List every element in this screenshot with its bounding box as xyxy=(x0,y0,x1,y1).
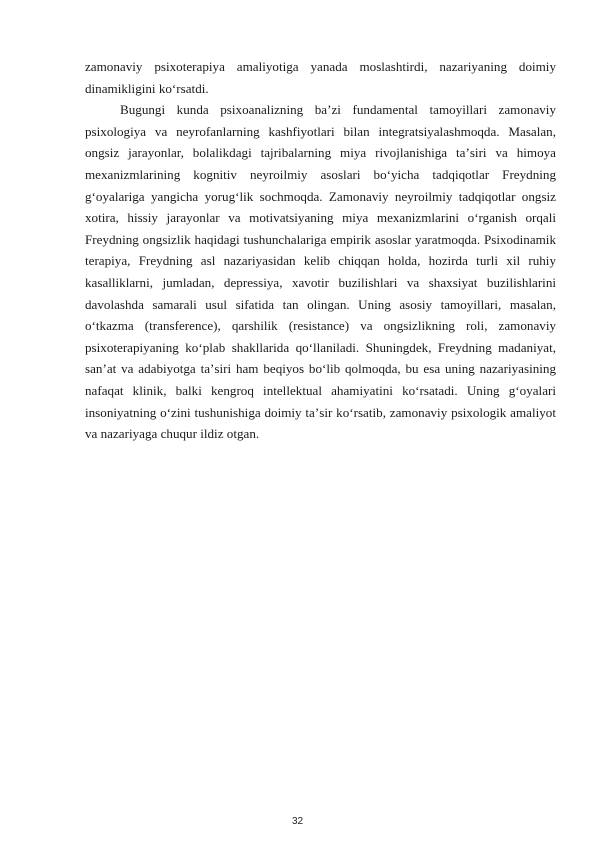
paragraph-main: Bugungi kunda psixoanalizning baʼzi fundamental tamoyillari zamonaviy psixologiya va neyrofanlarning kashfiyotlari bilan integratsiyalashmoqda. Masalan, ongsiz jarayonlar, bolalikdagi tajribalarning miya rivojlanishiga taʼsiri va himoya mexanizmlarining kognitiv neyroilmiy asoslari boʻyicha tadqiqotlar Freydning gʻoyalariga yangicha yorugʻlik sochmoqda. Zamonaviy neyroilmiy tadqiqotlar ongsiz xotira, hissiy jarayonlar va motivatsiyaning miya mexanizmlarini oʻrganish orqali Freydning ongsizlik haqidagi tushunchalariga empirik asoslar yaratmoqda. Psixodinamik terapiya, Freydning asl nazariyasidan kelib chiqqan holda, hozirda turli xil ruhiy kasalliklarni, jumladan, depressiya, xavotir buzilishlari va shaxsiyat buzilishlarini davolashda samarali usul sifatida tan olingan. Uning asosiy tamoyillari, masalan, oʻtkazma (transference), qarshilik (resistance) va ongsizlikning roli, zamonaviy psixoterapiyaning koʻplab shakllarida qoʻllaniladi. Shuningdek, Freydning madaniyat, sanʼat va adabiyotga taʼsiri ham beqiyos boʻlib qolmoqda, bu esa uning nazariyasining nafaqat klinik, balki kengroq intellektual ahamiyatini koʻrsatadi. Uning gʻoyalari insoniyatning oʻzini tushunishiga doimiy taʼsir koʻrsatib, zamonaviy psixologik amaliyot va nazariyaga chuqur ildiz otgan. xyxy=(85,102,556,442)
paragraph-continuation: zamonaviy psixoterapiya amaliyotiga yanada moslashtirdi, nazariyaning doimiy dinamikligini koʻrsatdi. xyxy=(85,59,556,96)
body-text xyxy=(85,56,556,445)
page-number: 32 xyxy=(291,816,304,827)
